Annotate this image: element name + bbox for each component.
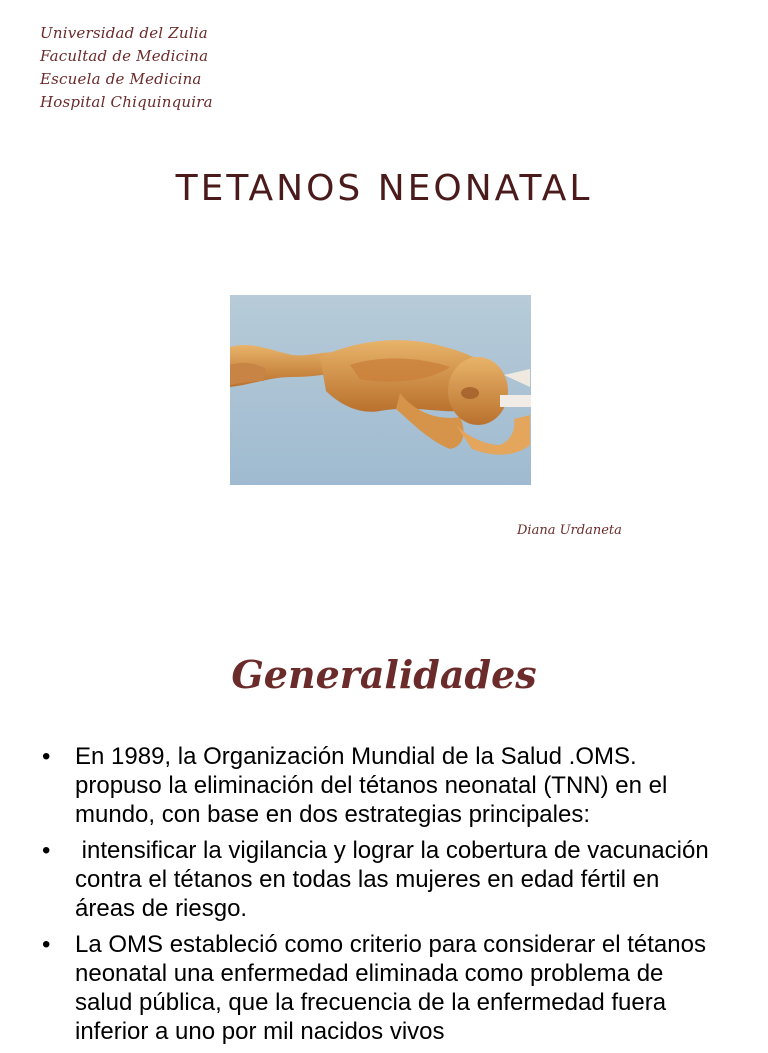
content-slide [0, 576, 768, 1045]
institution-line-faculty: Facultad de Medicina [40, 47, 209, 65]
bullet-text: La OMS estableció como criterio para considerar el tétanos neonatal una enfermedad eliminada como problema de salud pública, que la frecuencia de la enfermedad fuera inferior a uno por mil nacidos vivos [75, 931, 706, 1045]
institution-line-university: Universidad del Zulia [40, 24, 208, 42]
bullet-marker: • [42, 837, 51, 864]
list-item [40, 742, 720, 829]
list-item [40, 836, 720, 923]
institution-block [40, 22, 213, 114]
newborn-photo-image [230, 295, 531, 485]
institution-line-hospital: Hospital Chiquinquira [40, 93, 213, 111]
author-name: Diana Urdaneta [517, 523, 622, 538]
bullet-marker: • [42, 931, 51, 958]
slide-title: TETANOS NEONATAL [175, 168, 593, 210]
section-heading: Generalidades [231, 651, 537, 697]
bullet-marker: • [42, 743, 51, 770]
bullet-list [40, 742, 720, 1053]
bullet-text: intensificar la vigilancia y lograr la cobertura de vacunación contra el tétanos en todas las mujeres en edad fértil en áreas de riesgo. [75, 837, 716, 922]
bullet-text: En 1989, la Organización Mundial de la Salud .OMS. propuso la eliminación del tétanos neonatal (TNN) en el mundo, con base en dos estrategias principales: [75, 743, 668, 828]
list-item [40, 930, 720, 1046]
institution-line-school: Escuela de Medicina [40, 70, 202, 88]
newborn-photo [230, 295, 531, 485]
